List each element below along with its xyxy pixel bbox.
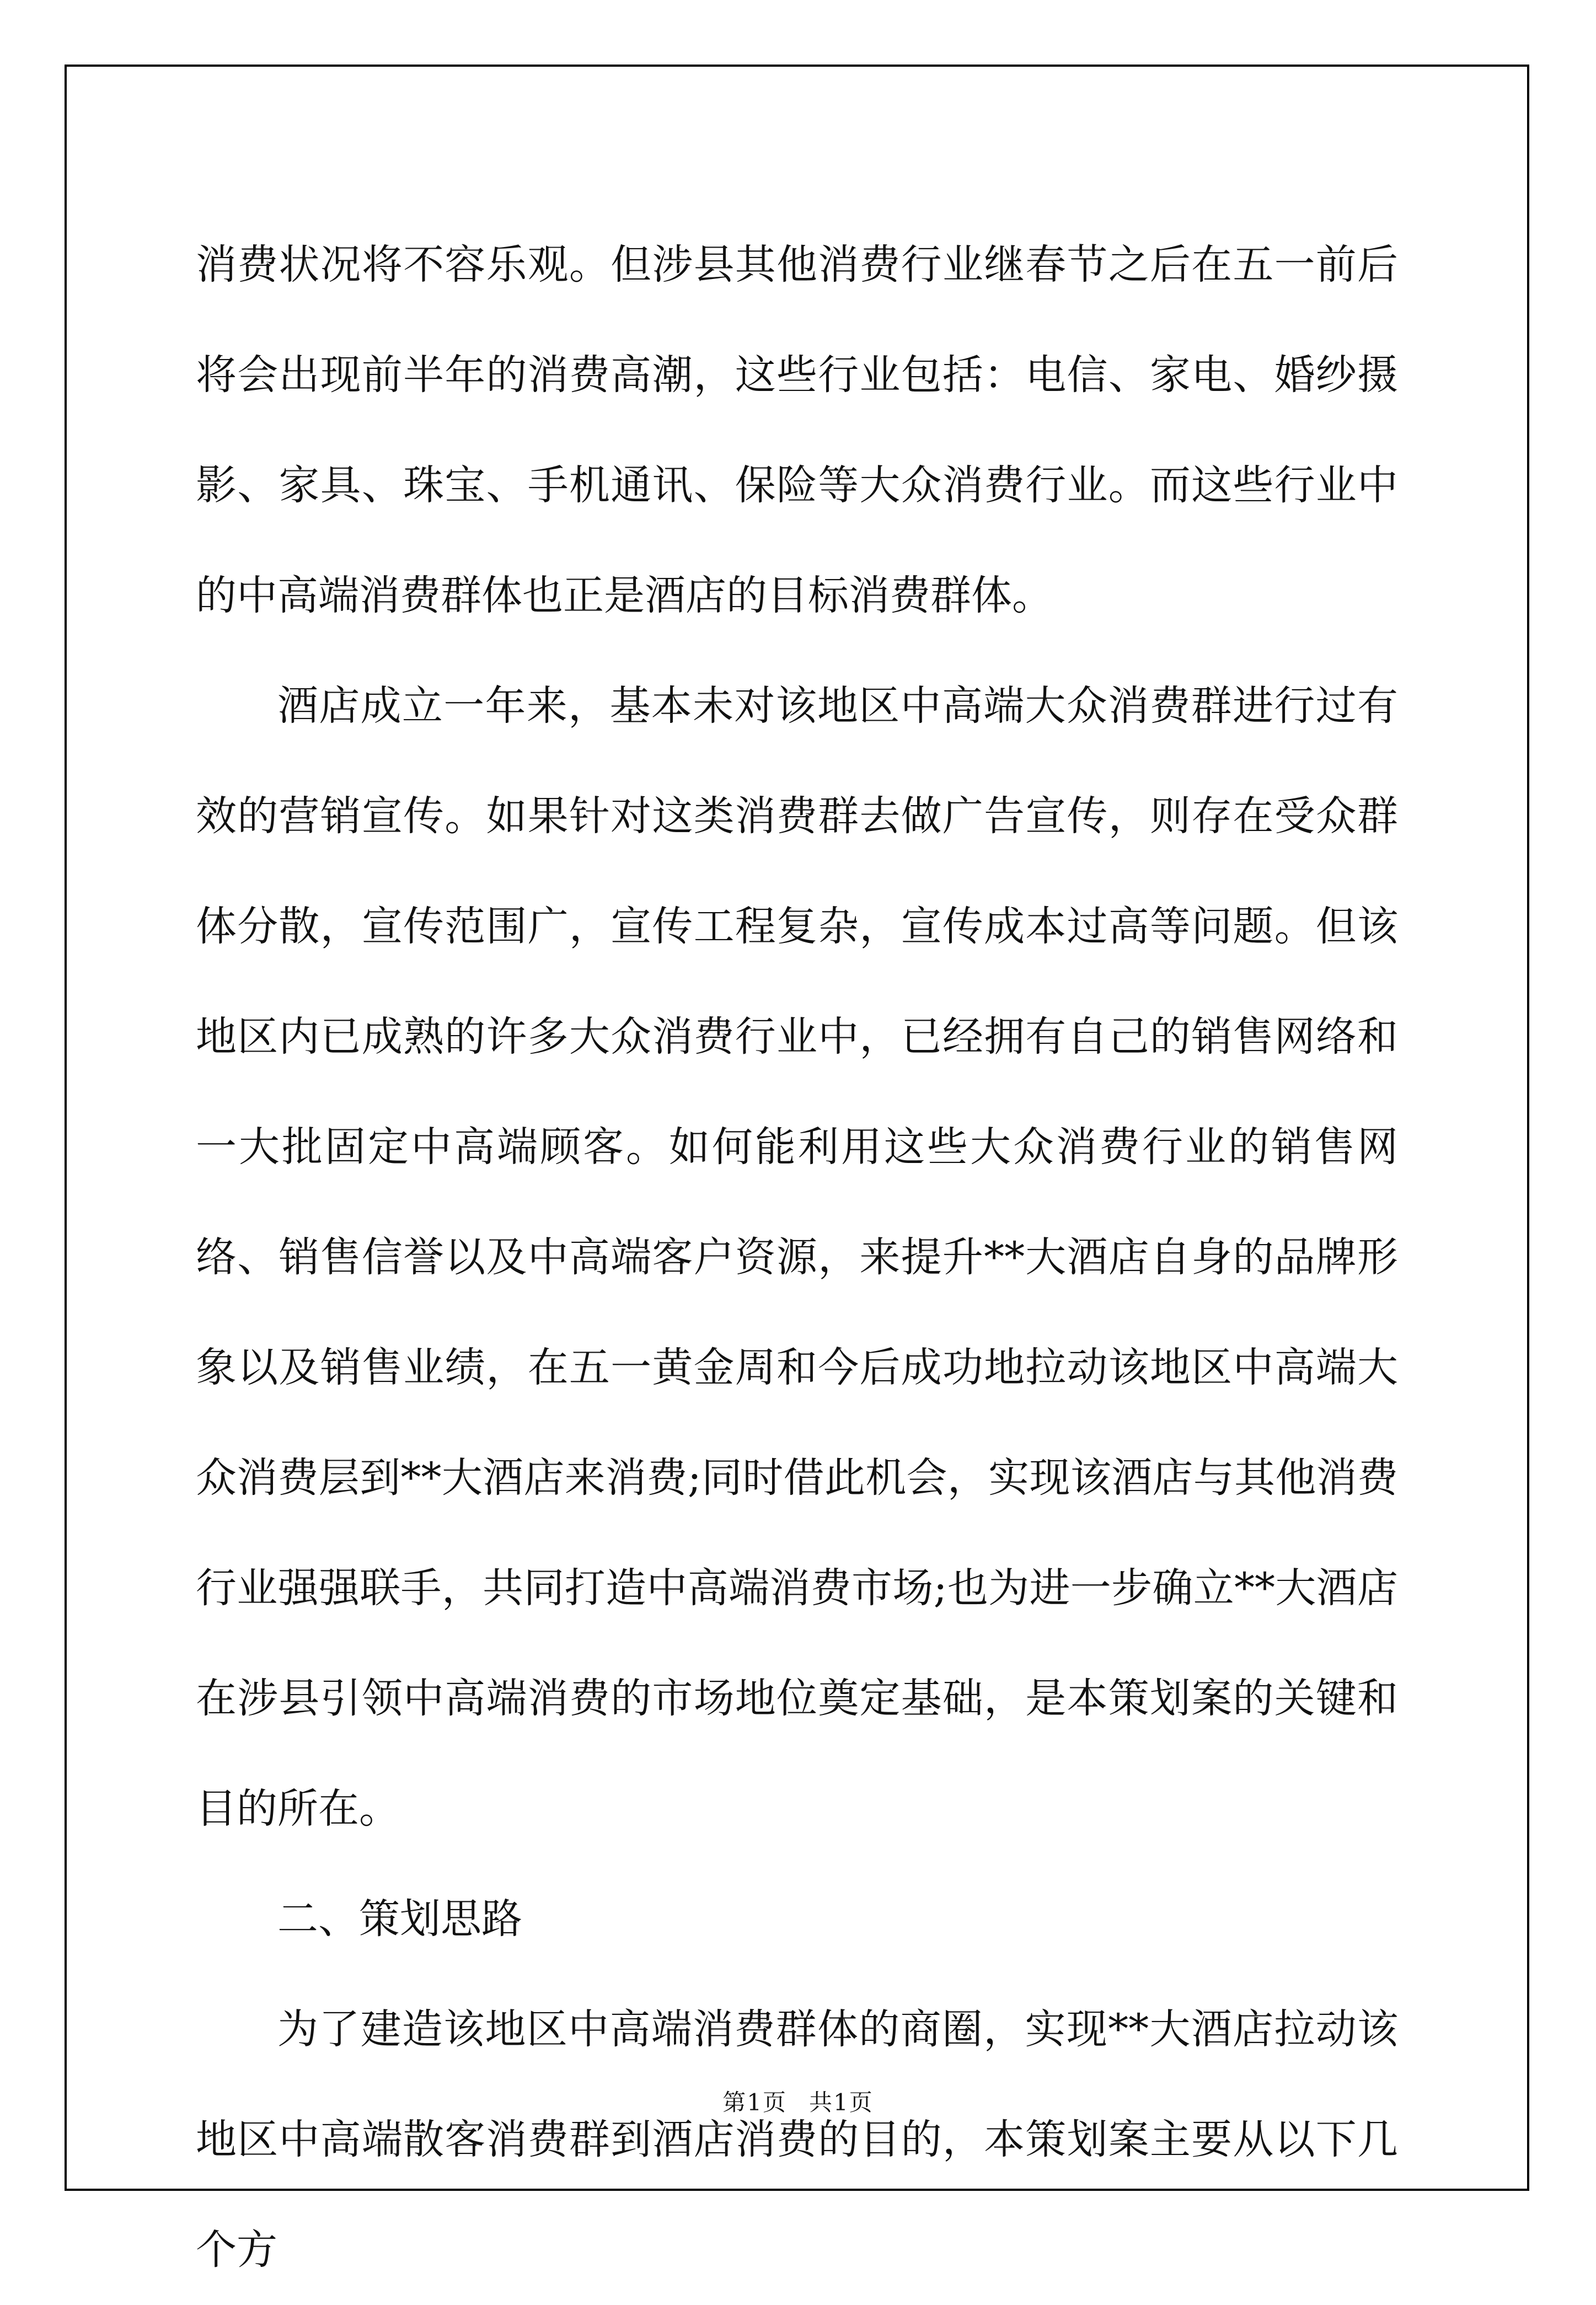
paragraph-2: 酒店成立一年来，基本未对该地区中高端大众消费群进行过有效的营销宣传。如果针对这类消费群去做广告宣传，则存在受众群体分散，宣传范围广，宣传工程复杂，宣传成本过高等问题。但该地区内已成熟的许多大众消费行业中，已经拥有自己的销售网络和一大批固定中高端顾客。如何能利用这些大众消费行业的销售网络、销售信誉以及中高端客户资源，来提升**大酒店自身的品牌形象以及销售业绩，在五一黄金周和今后成功地拉动该地区中高端大众消费层到**大酒店来消费;同时借此机会，实现该酒店与其他消费行业强强联手，共同打造中高端消费市场;也为进一步确立**大酒店在涉县引领中高端消费的市场地位奠定基础，是本策划案的关键和目的所在。 [196,682,1398,1832]
page-total: 共1页 [809,2089,874,2116]
document-body [196,210,1398,2305]
page-number: 第1页 [722,2089,787,2116]
paragraph-1: 消费状况将不容乐观。但涉县其他消费行业继春节之后在五一前后将会出现前半年的消费高潮，这些行业包括：电信、家电、婚纱摄影、家具、珠宝、手机通讯、保险等大众消费行业。而这些行业中的中高端消费群体也正是酒店的目标消费群体。 [196,241,1398,619]
paragraph-3: 为了建造该地区中高端消费群体的商圈，实现**大酒店拉动该地区中高端散客消费群到酒店消费的目的，本策划案主要从以下几个方 [196,2006,1398,2274]
section-heading: 二、策划思路 [277,1895,522,1943]
page-footer [0,2084,1596,2118]
